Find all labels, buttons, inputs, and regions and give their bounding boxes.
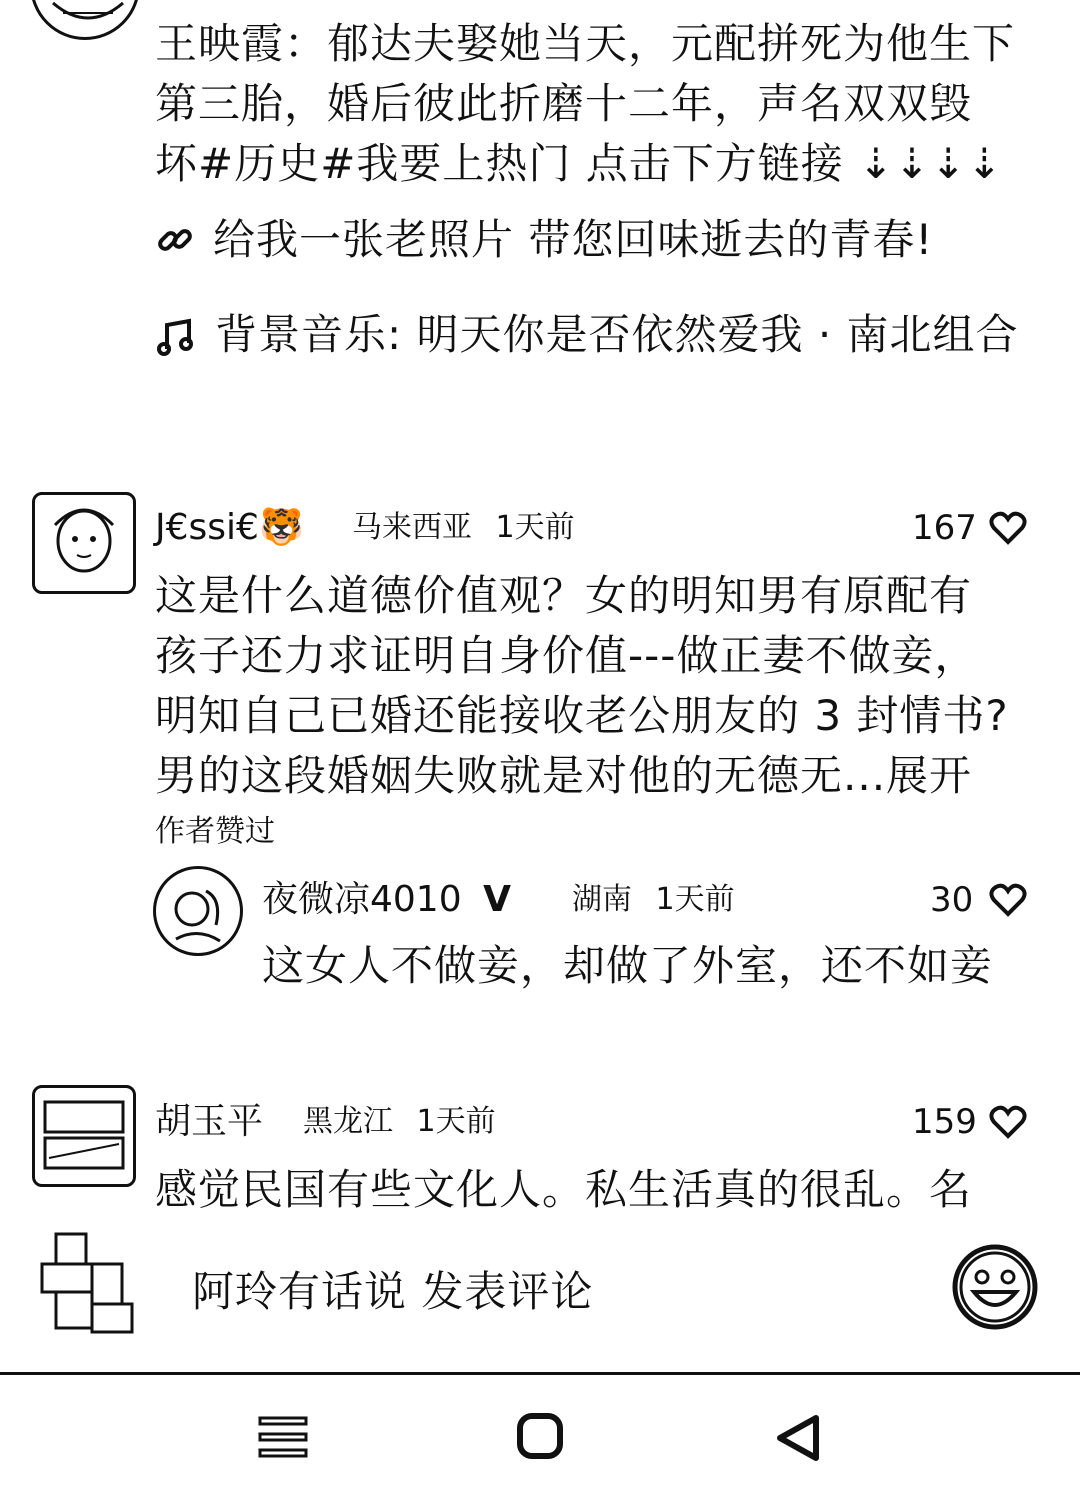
- heart-icon[interactable]: [988, 508, 1028, 552]
- post-text: [155, 14, 1055, 194]
- comment-input[interactable]: 阿玲有话说 发表评论: [192, 1267, 594, 1316]
- home-icon[interactable]: [516, 1412, 564, 1464]
- reply-username-text[interactable]: 夜微凉4010: [262, 879, 462, 920]
- like-count: 167: [912, 508, 977, 548]
- link-icon: [155, 220, 195, 264]
- avatar[interactable]: [32, 492, 136, 594]
- reply-time: 1天前: [655, 882, 735, 917]
- post-link[interactable]: [155, 210, 1055, 270]
- comment-line: 这是什么道德价值观？女的明知男有原配有: [155, 571, 973, 620]
- heart-icon[interactable]: [988, 1102, 1028, 1146]
- comment-username[interactable]: J€ssi€🐯: [155, 507, 304, 548]
- like-count: 159: [912, 1102, 977, 1142]
- comment-username[interactable]: 胡玉平: [155, 1101, 264, 1142]
- avatar[interactable]: [32, 1085, 136, 1187]
- reply-like-count: 30: [930, 880, 974, 920]
- emoji-icon[interactable]: [950, 1242, 1040, 1336]
- background-music[interactable]: [155, 305, 1055, 365]
- comment-time: 1天前: [416, 1104, 496, 1139]
- back-icon[interactable]: [772, 1412, 824, 1468]
- music-note-icon: [155, 315, 199, 363]
- reply-username[interactable]: [262, 878, 511, 922]
- menu-icon[interactable]: [258, 1414, 308, 1464]
- divider: [0, 1372, 1080, 1375]
- comment-meta: [352, 506, 575, 550]
- comment-line: 孩子还力求证明自身价值---做正妻不做妾，: [155, 631, 978, 680]
- heart-icon[interactable]: [988, 880, 1028, 924]
- reply-location: 湖南: [572, 882, 632, 917]
- comment-location: 马来西亚: [352, 510, 472, 545]
- comment-line[interactable]: 男的这段婚姻失败就是对他的无德无...展开: [155, 751, 973, 800]
- comment-meta: [303, 1100, 496, 1144]
- comment-text: [155, 566, 1055, 806]
- post-line: 王映霞：郁达夫娶她当天，元配拼死为他生下: [155, 19, 1016, 68]
- verified-badge: V: [483, 879, 511, 920]
- author-liked-label: 作者赞过: [155, 814, 275, 849]
- reply-text: 这女人不做妾，却做了外室，还不如妾: [262, 941, 994, 990]
- reply-avatar[interactable]: [153, 866, 243, 956]
- comment-composer: [0, 1212, 1080, 1372]
- comment-line: 感觉民国有些文化人。私生活真的很乱。名: [155, 1165, 973, 1212]
- music-text: 背景音乐: 明天你是否依然爱我 · 南北组合: [215, 310, 1019, 359]
- user-avatar[interactable]: [34, 1232, 144, 1348]
- post-line: 第三胎，婚后彼此折磨十二年，声名双双毁: [155, 79, 973, 128]
- link-text[interactable]: 给我一张老照片 带您回味逝去的青春!: [213, 215, 934, 264]
- reply-meta: [572, 878, 735, 922]
- post-line: 坏#历史#我要上热门 点击下方链接 ⇣⇣⇣⇣: [155, 139, 1003, 188]
- comment-time: 1天前: [495, 510, 575, 545]
- comment-text: [155, 1160, 1055, 1212]
- system-nav-bar: [0, 1376, 1080, 1503]
- comment-line: 明知自己已婚还能接收老公朋友的 3 封情书?: [155, 691, 1009, 740]
- post-author-avatar[interactable]: [30, 0, 140, 40]
- comment-location: 黑龙江: [303, 1104, 393, 1139]
